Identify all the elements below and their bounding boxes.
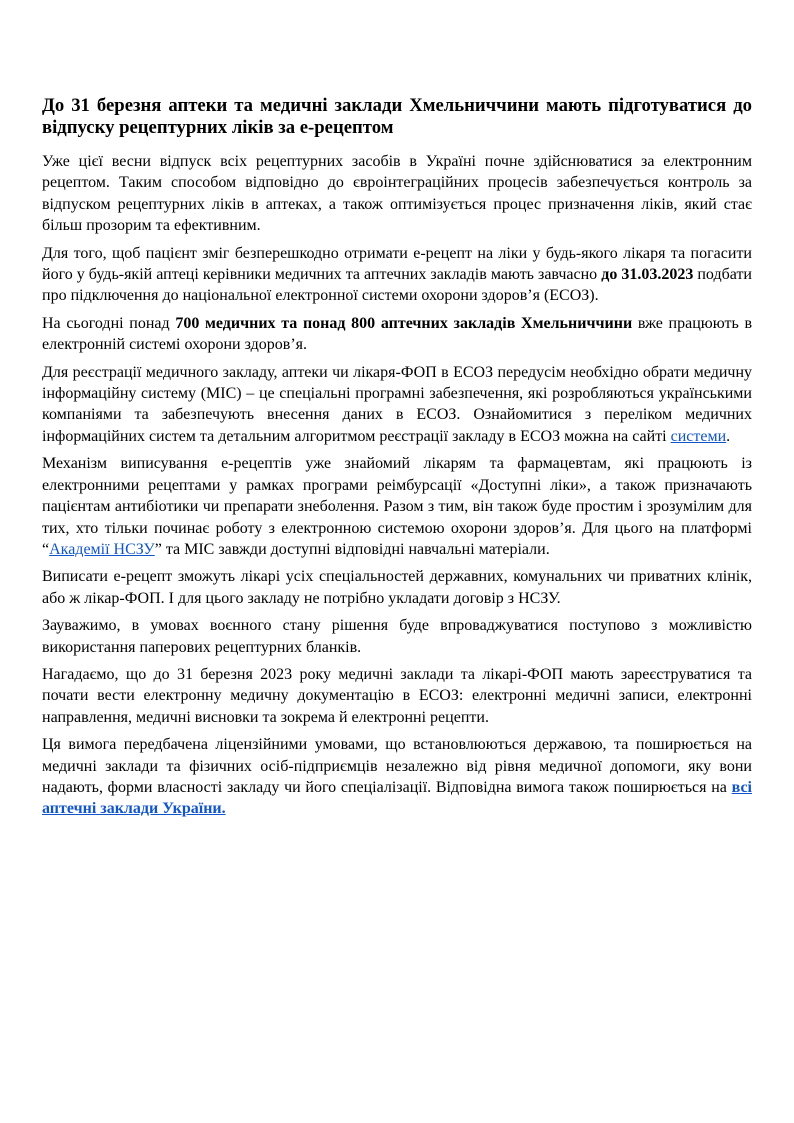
text-run: ” та МІС завжди доступні відповідні навчальні матеріали. (154, 540, 550, 558)
text-run: На сьогодні понад (42, 314, 176, 332)
paragraph-doctors (42, 566, 752, 609)
text-run: . (726, 427, 731, 445)
text-run: Для того, щоб пацієнт зміг безперешкодно отримати е-рецепт на ліки у будь-якого лікаря та погасити його у будь-якій аптеці керівники медичних та аптечних закладів мають завчасно (42, 244, 752, 284)
paragraph-deadline (42, 243, 752, 307)
text-run: 700 медичних та понад 800 аптечних закладів Хмельниччини (175, 314, 633, 332)
text-run: Нагадаємо, що до 31 березня 2023 року медичні заклади та лікарі-ФОП мають зареєструватися та почати вести електронну медичну документацію в ЕСОЗ: електронні медичні записи, електронні направлення, медичні висновки та зокрема й електронні рецепти. (42, 665, 752, 726)
link-nszu-academy[interactable]: Академії НСЗУ (49, 540, 155, 558)
text-run: Уже цієї весни відпуск всіх рецептурних засобів в Україні почне здійснюватися за електронним рецептом. Таким способом відповідно до євроінтеграційних процесів забезпечується контроль за відпуском рецептурних ліків в аптеках, а також оптимізується процес призначення ліків, який стає більш прозорим та ефективним. (42, 153, 752, 235)
text-run: подбати про підключення до національної електронної системи охорони здоров’я (ЕСОЗ). (42, 266, 752, 305)
text-run: до 31.03.2023 (601, 266, 694, 284)
paragraph-mechanism (42, 453, 752, 560)
paragraph-license-terms (42, 734, 752, 820)
paragraph-reminder (42, 664, 752, 728)
link-systemy[interactable]: системи (670, 427, 727, 445)
document-title: До 31 березня аптеки та медичні заклади Хмельниччини мають підготуватися до відпуску рецептурних ліків за е-рецептом (42, 95, 752, 138)
text-run: Механізм виписування е-рецептів уже знайомий лікарям та фармацевтам, які працюють із електронними рецептами у рамках програми реімбурсації «Доступні ліки», а також призначають пацієнтам антибіотики чи препарати знеболення. Разом з тим, він також буде простим і зрозумілим для тих, хто тільки починає роботу з електронною системою охорони здоров’я. Для цього на платформі “ (42, 455, 752, 558)
text-run: Зауважимо, в умовах воєнного стану рішення буде впроваджуватися поступово з можливістю використання паперових рецептурних бланків. (42, 617, 752, 656)
paragraph-martial-law (42, 615, 752, 658)
text-run: Для реєстрації медичного закладу, аптеки чи лікаря-ФОП в ЕСОЗ передусім необхідно обрати медичну інформаційну систему (МІС) – це спеціальні програмні забезпечення, які розробляються українськими компаніями та забезпечують внесення даних в ЕСОЗ. Ознайомитися з переліком медичних інформаційних систем та детальним алгоритмом реєстрації закладу в ЕСОЗ можна на сайті (42, 363, 752, 445)
paragraph-statistics (42, 313, 752, 356)
link-all-pharmacies-ukraine[interactable]: всі аптечні заклади України. (42, 778, 752, 818)
paragraph-registration-mis (42, 362, 752, 448)
paragraph-intro (42, 151, 752, 237)
text-run: Виписати е-рецепт зможуть лікарі усіх спеціальностей державних, комунальних чи приватних клінік, або ж лікар-ФОП. І для цього закладу не потрібно укладати договір з НСЗУ. (42, 568, 752, 607)
text-run: вже працюють в електронній системі охорони здоров’я. (42, 314, 753, 354)
text-run: Ця вимога передбачена ліцензійними умовами, що встановлюються державою, та поширюється на медичні заклади та фізичних осіб-підприємців незалежно від рівня медичної допомоги, яку вони надають, форми власності закладу чи його спеціалізації. Відповідна вимога також поширюється на (42, 736, 752, 796)
